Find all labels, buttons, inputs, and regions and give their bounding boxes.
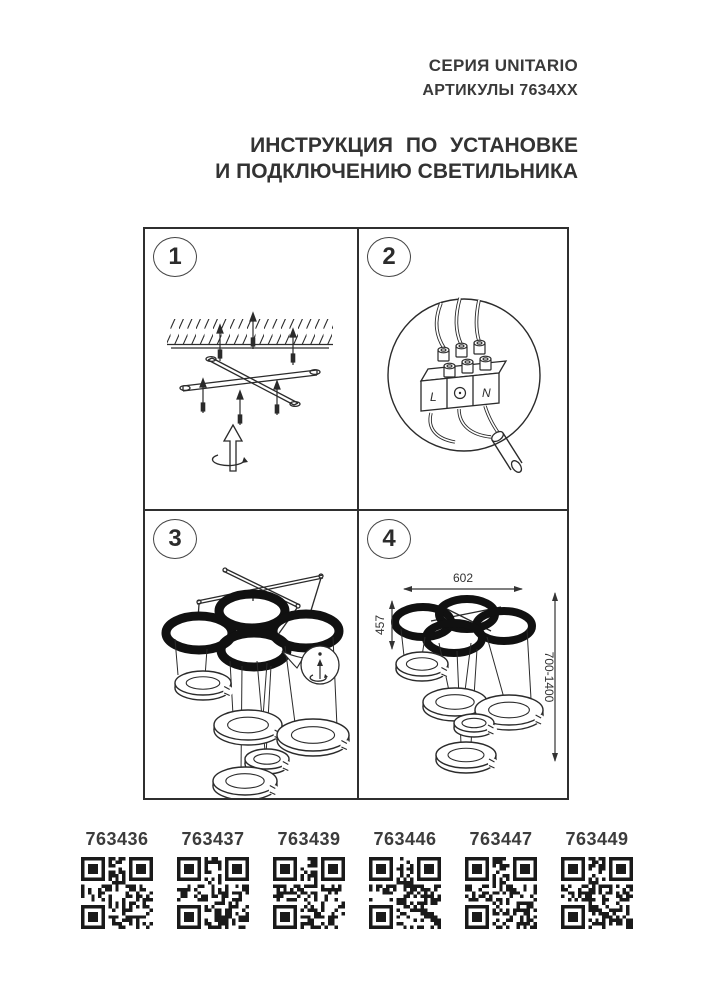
mounting-cross-bracket xyxy=(180,357,320,407)
steps-grid xyxy=(143,227,569,800)
dimension-width xyxy=(404,571,522,589)
article-code-label: 763437 xyxy=(181,829,245,849)
step-panel-1 xyxy=(145,229,357,509)
article-column xyxy=(69,829,165,934)
dimension-canopy xyxy=(373,601,392,649)
dimension-height xyxy=(542,593,556,761)
step-panel-4 xyxy=(359,511,567,798)
article-column xyxy=(453,829,549,934)
hanging-ring xyxy=(277,719,350,756)
step-number-badge: 4 xyxy=(367,519,411,559)
qr-code xyxy=(177,857,249,929)
qr-code xyxy=(273,857,345,929)
qr-code xyxy=(81,857,153,929)
hanging-ring xyxy=(175,671,233,700)
qr-code xyxy=(561,857,633,929)
article-column xyxy=(549,829,645,934)
hanging-ring xyxy=(214,710,284,745)
hanging-ring xyxy=(213,767,279,798)
step-panel-2 xyxy=(359,229,567,509)
rotate-up-arrow-icon xyxy=(212,425,248,471)
dimension-width-label: 602 xyxy=(452,571,474,585)
terminal-label-neutral: N xyxy=(482,386,491,400)
qr-code xyxy=(465,857,537,929)
article-code-label: 763446 xyxy=(373,829,437,849)
article-column xyxy=(165,829,261,934)
article-code-label: 763449 xyxy=(565,829,629,849)
dimension-canopy-label: 457 xyxy=(373,614,387,636)
terminal-label-live: L xyxy=(430,390,437,404)
instruction-title xyxy=(215,133,578,185)
hanging-ring xyxy=(436,742,498,773)
instruction-title-line2: И ПОДКЛЮЧЕНИЮ СВЕТИЛЬНИКА xyxy=(215,160,578,183)
article-code-label: 763439 xyxy=(277,829,341,849)
step-number-badge: 3 xyxy=(153,519,197,559)
step-number-badge: 2 xyxy=(367,237,411,277)
hanging-ring xyxy=(454,714,497,737)
qr-code xyxy=(369,857,441,929)
article-code-label: 763447 xyxy=(469,829,533,849)
step-number-badge: 1 xyxy=(153,237,197,277)
article-column xyxy=(357,829,453,934)
instruction-title-line1: ИНСТРУКЦИЯ ПО УСТАНОВКЕ xyxy=(250,134,578,157)
step-panel-3 xyxy=(145,511,357,798)
dimension-height-label: 700-1400 xyxy=(542,651,556,703)
ceiling-hatch xyxy=(167,319,333,348)
articles-subtitle: АРТИКУЛЫ 7634XX xyxy=(422,82,578,99)
article-code-label: 763436 xyxy=(85,829,149,849)
canopy-rings xyxy=(395,599,532,653)
article-column xyxy=(261,829,357,934)
hanging-ring xyxy=(396,652,450,681)
series-title: СЕРИЯ UNITARIO xyxy=(428,56,578,75)
